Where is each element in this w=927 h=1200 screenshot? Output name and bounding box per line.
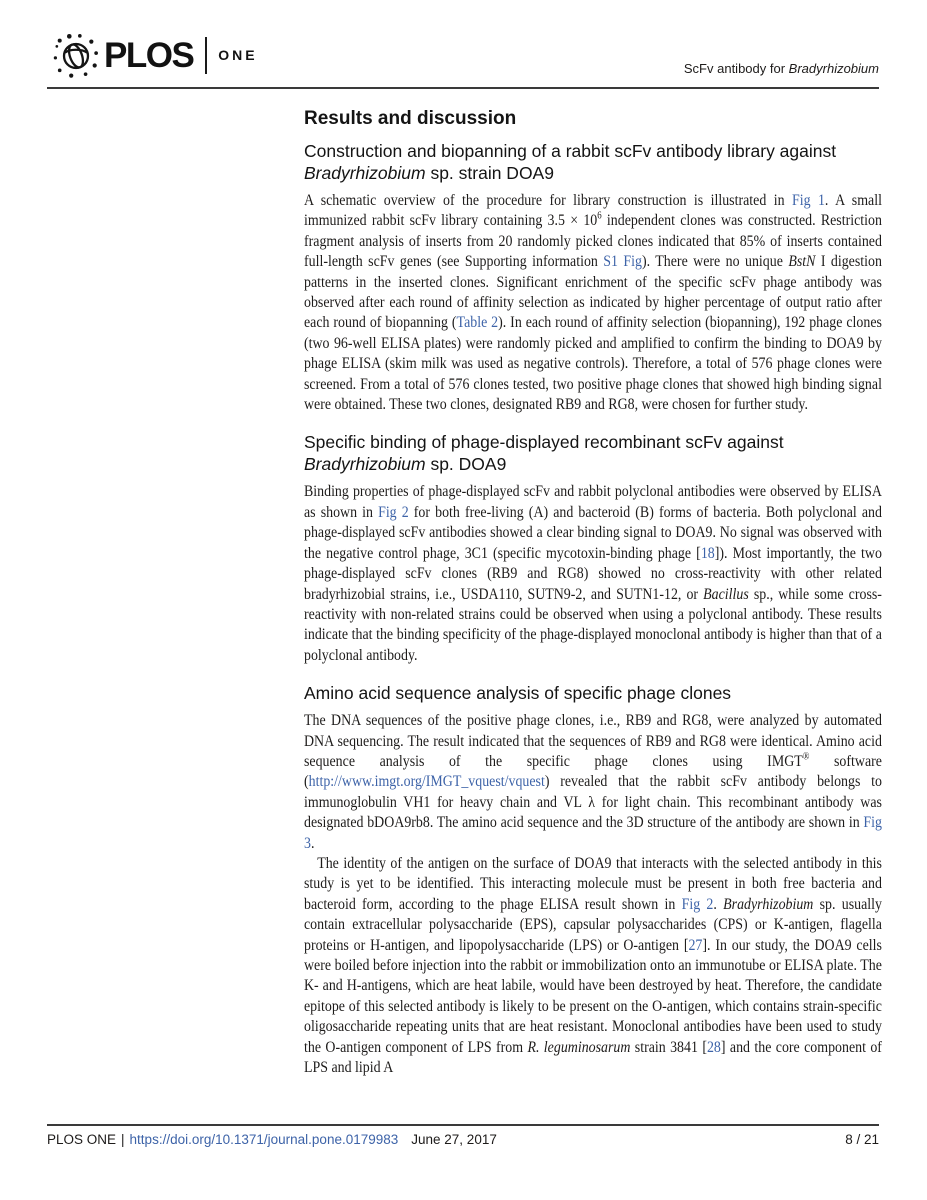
footer bbox=[47, 1132, 879, 1147]
section bbox=[304, 682, 882, 1078]
inline-link[interactable]: 18 bbox=[700, 544, 715, 562]
text-run: Specific binding of phage-displayed recombinant scFv against bbox=[304, 432, 784, 453]
text-run: BstN bbox=[788, 253, 816, 271]
section-heading bbox=[304, 682, 882, 704]
plos-logo-text: PLOS bbox=[104, 35, 194, 75]
inline-link[interactable]: Table 2 bbox=[456, 314, 499, 332]
text-run: Bradyrhizobium bbox=[304, 163, 426, 183]
paragraph bbox=[304, 482, 882, 666]
footer-journal: PLOS ONE bbox=[47, 1132, 117, 1147]
page-number: 8 / 21 bbox=[845, 1132, 879, 1147]
text-run: The DNA sequences of the positive phage clones, i.e., RB9 and RG8, were analyzed by automated DNA sequencing. The result indicated that the sequences of RB9 and RG8 were identical. Amino acid sequence analysis of the specific phage clones using IMGT bbox=[304, 712, 882, 770]
footer-date: June 27, 2017 bbox=[411, 1132, 497, 1147]
section bbox=[304, 140, 882, 415]
text-run: I digestion patterns in the inserted clones. Significant enrichment of the specific scFv phage antibody was observed after each round of affinity selection as indicated by higher percentage of output ratio after each round of biopanning ( bbox=[304, 253, 882, 332]
section bbox=[304, 431, 882, 666]
paragraph bbox=[304, 711, 882, 854]
superscript: 6 bbox=[597, 211, 602, 223]
text-run: . A small immunized rabbit scFv library containing 3.5 × 10 bbox=[304, 192, 882, 230]
text-run: Bradyrhizobium bbox=[788, 61, 879, 76]
text-run: sp. usually contain extracellular polysaccharide (EPS), capsular polysaccharides (CPS) or K-antigen, flagella proteins or H-antigen, and lipopolysaccharide (LPS) or O-antigen [ bbox=[304, 895, 882, 954]
text-run: Bradyrhizobium bbox=[304, 454, 426, 475]
inline-link[interactable]: Fig 3 bbox=[304, 814, 882, 852]
inline-link[interactable]: Fig 1 bbox=[791, 192, 825, 209]
text-run: independent clones was constructed. Restriction fragment analysis of inserts from 20 randomly picked clones indicated that 85% of inserts contained full-length scFv genes (see Supporting information bbox=[304, 212, 882, 271]
text-run: ). In each round of affinity selection (biopanning), 192 phage clones (two 96-well ELISA plates) were randomly picked and amplified to confirm the binding to DOA9 by phage ELISA (skim milk was used as negative controls). Therefore, a total of 576 phage clones were screened. From a total of 576 clones tested, two positive phage clones that showed high binding signal were obtained. These two clones, designated RB9 and RG8, were chosen for further study. bbox=[304, 314, 882, 414]
paragraph bbox=[304, 854, 882, 1078]
inline-link[interactable]: 28 bbox=[706, 1038, 721, 1056]
sections-container bbox=[304, 140, 882, 1078]
text-run: ) revealed that the rabbit scFv antibody belongs to immunoglobulin VH1 for heavy chain and VL λ for light chain. This recombinant antibody was designated bDOA9rb8. The amino acid sequence and the 3D structure of the antibody are shown in bbox=[304, 773, 882, 832]
text-run: Construction and biopanning of a rabbit scFv antibody library against bbox=[304, 141, 837, 161]
footer-separator: | bbox=[121, 1132, 125, 1147]
text-run: sp. strain DOA9 bbox=[425, 163, 554, 183]
footer-citation bbox=[47, 1132, 497, 1147]
paragraph bbox=[304, 191, 882, 415]
text-run: sp. DOA9 bbox=[425, 454, 507, 475]
text-run: . bbox=[713, 895, 724, 913]
plos-logo-divider bbox=[205, 37, 207, 74]
plos-globe-icon bbox=[53, 32, 99, 78]
text-run: R. leguminosarum bbox=[527, 1038, 631, 1056]
text-run: Amino acid sequence analysis of specific phage clones bbox=[304, 683, 732, 704]
text-run: ). There were no unique bbox=[642, 253, 789, 271]
text-run: sp., while some cross-reactivity with non-related strains could be observed when using a polyclonal antibody. These results indicate that the binding specificity of the phage-displayed monoclonal antibody is higher than that of a polyclonal antibody. bbox=[304, 585, 882, 664]
text-run: for both free-living (A) and bacteroid (B) forms of bacteria. Both polyclonal and phage-displayed scFv antibodies showed a clear binding signal to DOA9. No signal was observed with the negative control phage, 3C1 (specific mycotoxin-binding phage [ bbox=[304, 503, 882, 562]
page-title: Results and discussion bbox=[304, 108, 517, 129]
footer-doi-link[interactable]: https://doi.org/10.1371/journal.pone.0179983 bbox=[129, 1132, 399, 1147]
header-rule bbox=[47, 87, 879, 89]
inline-link[interactable]: http://www.imgt.org/IMGT_vquest/vquest bbox=[308, 773, 545, 791]
text-run: The identity of the antigen on the surface of DOA9 that interacts with the selected antibody in this study is yet to be identified. This interacting molecule must be present in both free bacteria and bacteroid form, according to the phage ELISA result shown in bbox=[304, 854, 882, 913]
text-run: ]. In our study, the DOA9 cells were boiled before injection into the rabbit or immobilization onto an immunotube or ELISA plate. The K- and H-antigens, which are heat labile, would have been destroyed by heat. Therefore, the candidate epitope of this selected antibody is likely to be present on the O-antigen, which contains strain-specific oligosaccharide repeating units that are heat resistant. Monoclonal antibodies have been used to study the O-antigen component of LPS from bbox=[304, 936, 882, 1056]
text-run: Bacillus bbox=[703, 585, 749, 603]
text-run: Binding properties of phage-displayed scFv and rabbit polyclonal antibodies were observed by ELISA as shown in bbox=[304, 483, 882, 521]
text-run: software ( bbox=[304, 752, 882, 791]
header bbox=[47, 30, 879, 84]
inline-link[interactable]: 27 bbox=[688, 936, 703, 954]
inline-link[interactable]: S1 Fig bbox=[603, 253, 643, 271]
section-heading bbox=[304, 140, 882, 184]
article-content bbox=[304, 107, 882, 1078]
footer-rule bbox=[47, 1124, 879, 1126]
text-run: . bbox=[310, 834, 315, 852]
text-run: Bradyrhizobium bbox=[723, 895, 814, 913]
section-heading bbox=[304, 431, 882, 475]
running-title bbox=[684, 61, 879, 76]
inline-link[interactable]: Fig 2 bbox=[681, 895, 714, 913]
text-run: ] and the core component of LPS and lipid A bbox=[304, 1038, 882, 1077]
superscript: ® bbox=[802, 751, 810, 763]
plos-one-text: ONE bbox=[218, 47, 258, 63]
text-run: ]). Most importantly, the two phage-displayed scFv clones (RB9 and RG8) showed no cross-reactivity with other related bradyrhizobial strains, i.e., USDA110, SUTN9-2, and SUTN1-12, or bbox=[304, 544, 882, 603]
inline-link[interactable]: Fig 2 bbox=[378, 503, 409, 521]
text-run: ScFv antibody for bbox=[683, 61, 789, 76]
plos-logo bbox=[53, 32, 258, 78]
text-run: A schematic overview of the procedure for library construction is illustrated in bbox=[304, 192, 792, 209]
text-run: strain 3841 [ bbox=[630, 1038, 707, 1056]
